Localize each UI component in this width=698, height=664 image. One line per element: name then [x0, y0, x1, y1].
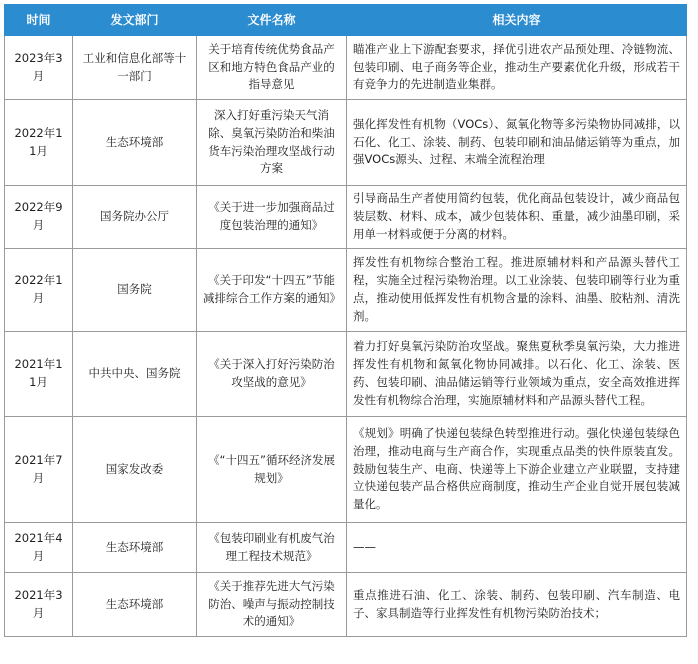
date-cell: 2021年4月	[5, 523, 73, 573]
content-cell: 《规划》明确了快递包装绿色转型推进行动。强化快递包装绿色治理，推动电商与生产商合作，实现重点品类的快件原装直发。鼓励包装生产、电商、快递等上下游企业建立产业联盟，支持建立快递包装产品合格供应商制度，推动生产企业自觉开展包装减量化。	[347, 417, 687, 523]
table-row	[5, 417, 687, 523]
department-cell: 中共中央、国务院	[73, 332, 197, 417]
document-title-cell: 《包装印刷业有机废气治理工程技术规范》	[197, 523, 347, 573]
department-cell: 国家发改委	[73, 417, 197, 523]
header-content: 相关内容	[347, 5, 687, 36]
content-cell: 引导商品生产者使用简约包装，优化商品包装设计，减少商品包装层数、材料、成本，减少包装体积、重量，减少油墨印刷，采用单一材料或便于分离的材料。	[347, 186, 687, 249]
document-title-cell: 《关于推荐先进大气污染防治、噪声与振动控制技术的通知》	[197, 573, 347, 637]
department-cell: 国务院	[73, 249, 197, 332]
document-title-cell: 《关于进一步加强商品过度包装治理的通知》	[197, 186, 347, 249]
table-row	[5, 523, 687, 573]
table-row	[5, 249, 687, 332]
document-title-cell: 《“十四五”循环经济发展规划》	[197, 417, 347, 523]
department-cell: 国务院办公厅	[73, 186, 197, 249]
date-cell: 2022年11月	[5, 100, 73, 186]
date-cell: 2021年11月	[5, 332, 73, 417]
table-row	[5, 332, 687, 417]
date-cell: 2022年1月	[5, 249, 73, 332]
date-cell: 2022年9月	[5, 186, 73, 249]
date-cell: 2023年3月	[5, 36, 73, 100]
department-cell: 工业和信息化部等十一部门	[73, 36, 197, 100]
header-date: 时间	[5, 5, 73, 36]
content-cell: 着力打好臭氧污染防治攻坚战。聚焦夏秋季臭氧污染，大力推进挥发性有机物和氮氧化物协同减排。以石化、化工、涂装、医药、包装印刷、油品储运销等行业领域为重点，安全高效推进挥发性有机物综合治理，实施原辅材料和产品源头替代工程。	[347, 332, 687, 417]
header-row	[5, 5, 687, 36]
content-cell: 强化挥发性有机物（VOCs）、氮氧化物等多污染物协同减排，以石化、化工、涂装、制药、包装印刷和油品储运销等为重点，加强VOCs源头、过程、末端全流程治理	[347, 100, 687, 186]
department-cell: 生态环境部	[73, 523, 197, 573]
content-cell: 重点推进石油、化工、涂装、制药、包装印刷、汽车制造、电子、家具制造等行业挥发性有机物污染防治技术；	[347, 573, 687, 637]
table-row	[5, 100, 687, 186]
date-cell: 2021年7月	[5, 417, 73, 523]
policy-table	[4, 4, 687, 637]
table-row	[5, 186, 687, 249]
content-cell: 瞄准产业上下游配套要求，择优引进农产品预处理、冷链物流、包装印刷、电子商务等企业，推动生产要素优化升级，形成若干有竞争力的先进制造业集群。	[347, 36, 687, 100]
content-cell: 挥发性有机物综合整治工程。推进原辅材料和产品源头替代工程，实施全过程污染物治理。以工业涂装、包装印刷等行业为重点，推动使用低挥发性有机物含量的涂料、油墨、胶粘剂、清洗剂。	[347, 249, 687, 332]
department-cell: 生态环境部	[73, 573, 197, 637]
date-cell: 2021年3月	[5, 573, 73, 637]
table-row	[5, 573, 687, 637]
document-title-cell: 《关于印发“十四五”节能减排综合工作方案的通知》	[197, 249, 347, 332]
header-document-name: 文件名称	[197, 5, 347, 36]
document-title-cell: 《关于深入打好污染防治攻坚战的意见》	[197, 332, 347, 417]
content-cell: ——	[347, 523, 687, 573]
table-row	[5, 36, 687, 100]
department-cell: 生态环境部	[73, 100, 197, 186]
document-title-cell: 关于培育传统优势食品产区和地方特色食品产业的指导意见	[197, 36, 347, 100]
document-title-cell: 深入打好重污染天气消除、臭氧污染防治和柴油货车污染治理攻坚战行动方案	[197, 100, 347, 186]
header-department: 发文部门	[73, 5, 197, 36]
